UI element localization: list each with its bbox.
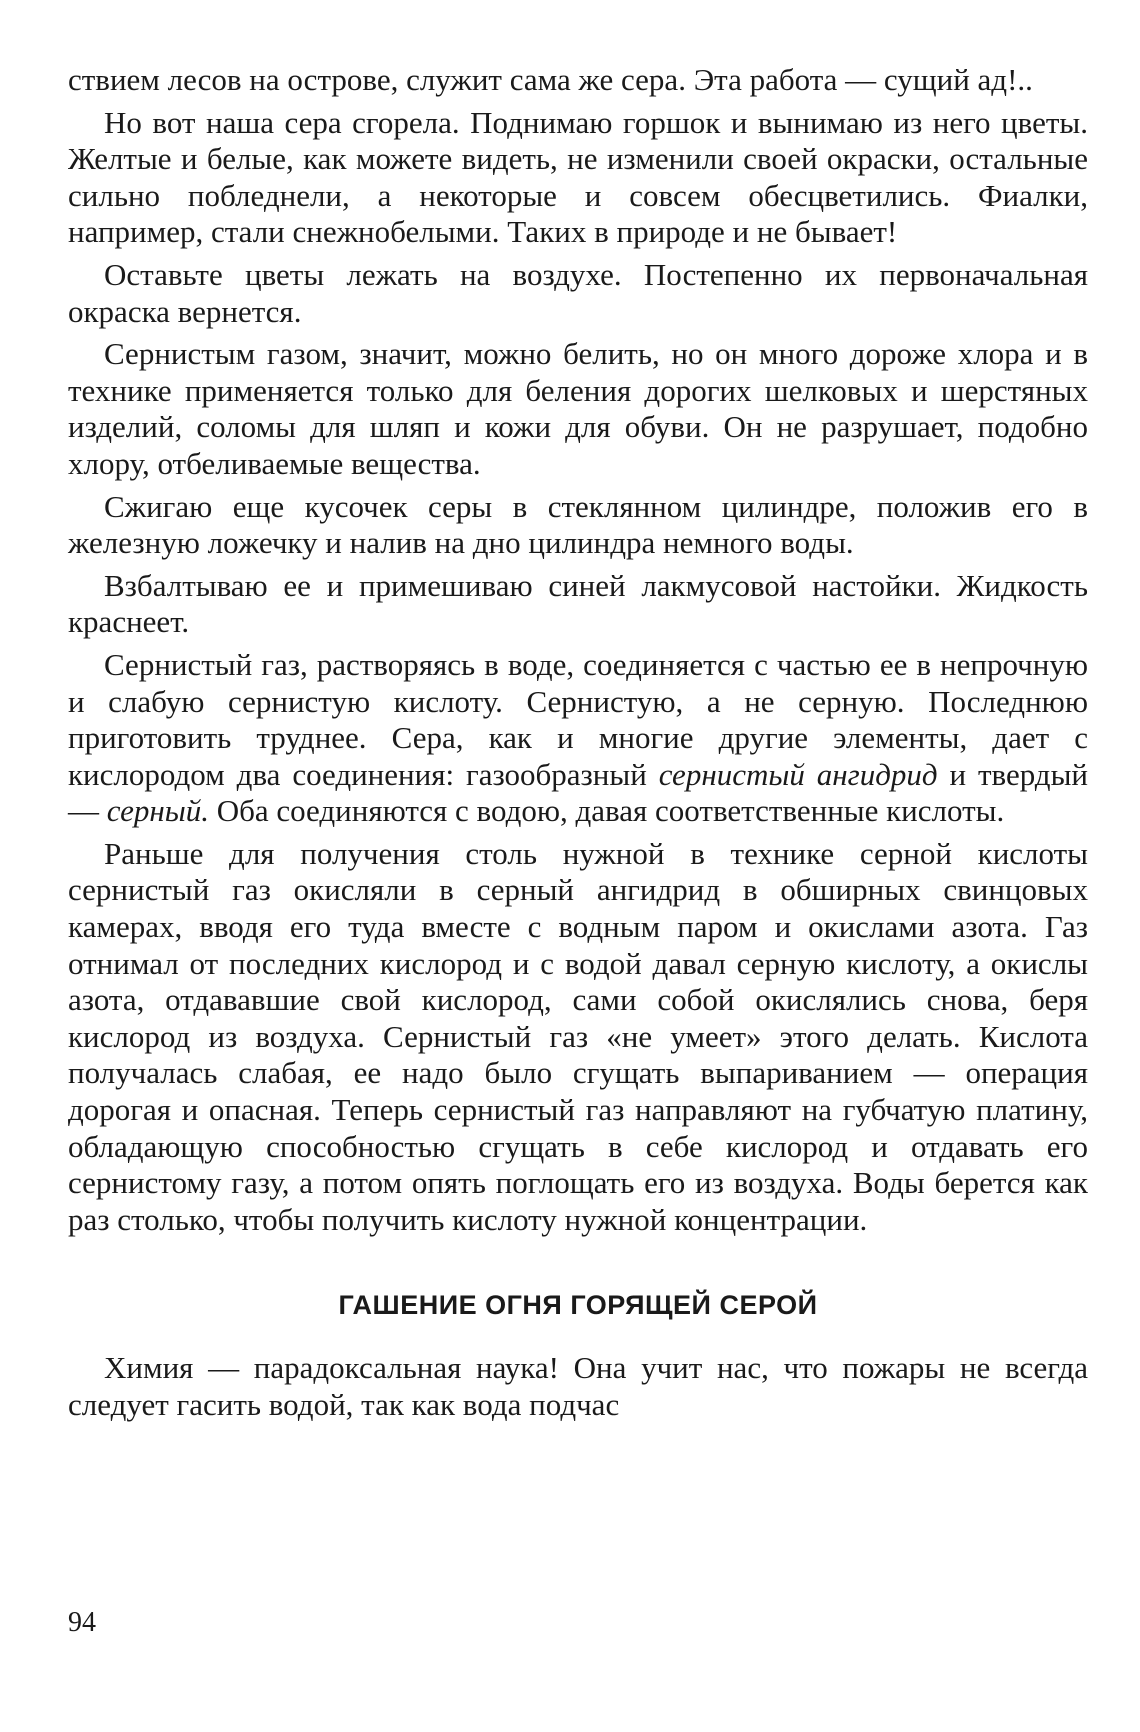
page-number: 94 [68,1607,96,1638]
text-run: и твердый — [68,756,1089,829]
paragraph-continuation: ствием лесов на острове, служит сама же сера. Эта работа — сущий ад!.. [68,62,1033,97]
page-body [68,62,1088,1430]
term-sulfurous-anhydride: сернистый ангидрид [658,756,938,792]
paragraph-flowers: Но вот наша сера сгорела. Поднимаю горшок и вынимаю из него цветы. Желтые и белые, как можете видеть, не изменили своей окраски, остальные сильно побледнели, а некоторые и совсем обесцветились. Фиалки, например, стали снежнобелыми. Таких в природе и не бывает! [68,104,1088,250]
paragraph-sulfurous-acid [68,647,1088,830]
text-run: Сернистый газ, растворяясь в воде, соединяется с частью ее в непрочную и слабую сернистую кислоту. Сернистую, а не серную. Последнюю приготовить труднее. Сера, как и многие другие элементы, дает с кислородом два соединения: газообразный [68,646,1088,792]
paragraph-bleaching: Сернистым газом, значит, можно белить, но он много дороже хлора и в технике применяется только для беления дорогих шелковых и шерстяных изделий, соломы для шляп и кожи для обуви. Он не разрушает, подобно хлору, отбеливаемые вещества. [68,336,1088,481]
paragraph-production: Раньше для получения столь нужной в технике серной кислоты сернистый газ окисляли в серный ангидрид в обширных свинцовых камерах, вводя его туда вместе с водным паром и окислами азота. Газ отнимал от последних кислород и с водой давал серную кислоту, а окислы азота, отдававшие свой кислород, сами собой окислялись снова, беря кислород из воздуха. Сернистый газ «не умеет» этого делать. Кислота получалась слабая, ее надо было сгущать выпариванием — операция дорогая и опасная. Теперь сернистый газ направляют на губчатую платину, обладающую способностью сгущать в себе кислород и отдавать его сернистому газу, а потом опять поглощать его из воздуха. Воды берется как раз столько, чтобы получить кислоту нужной концентрации. [68,835,1088,1237]
paragraph-cylinder: Сжигаю еще кусочек серы в стеклянном цилиндре, положив его в железную ложечку и налив на дно цилиндра немного воды. [68,488,1088,561]
section-heading: ГАШЕНИЕ ОГНЯ ГОРЯЩЕЙ СЕРОЙ [338,1290,818,1321]
term-sulfuric: серный. [106,793,209,829]
paragraph-color-returns: Оставьте цветы лежать на воздухе. Постепенно их первоначальная окраска вернется. [68,256,1088,329]
text-run: Оба соединяются с водою, давая соответственные кислоты. [208,793,1005,829]
paragraph-litmus: Взбалтываю ее и примешиваю синей лакмусовой настойки. Жидкость краснеет. [68,567,1088,640]
paragraph-chemistry: Химия — парадоксальная наука! Она учит нас, что пожары не всегда следует гасить водой, так как вода подчас [68,1350,1088,1422]
